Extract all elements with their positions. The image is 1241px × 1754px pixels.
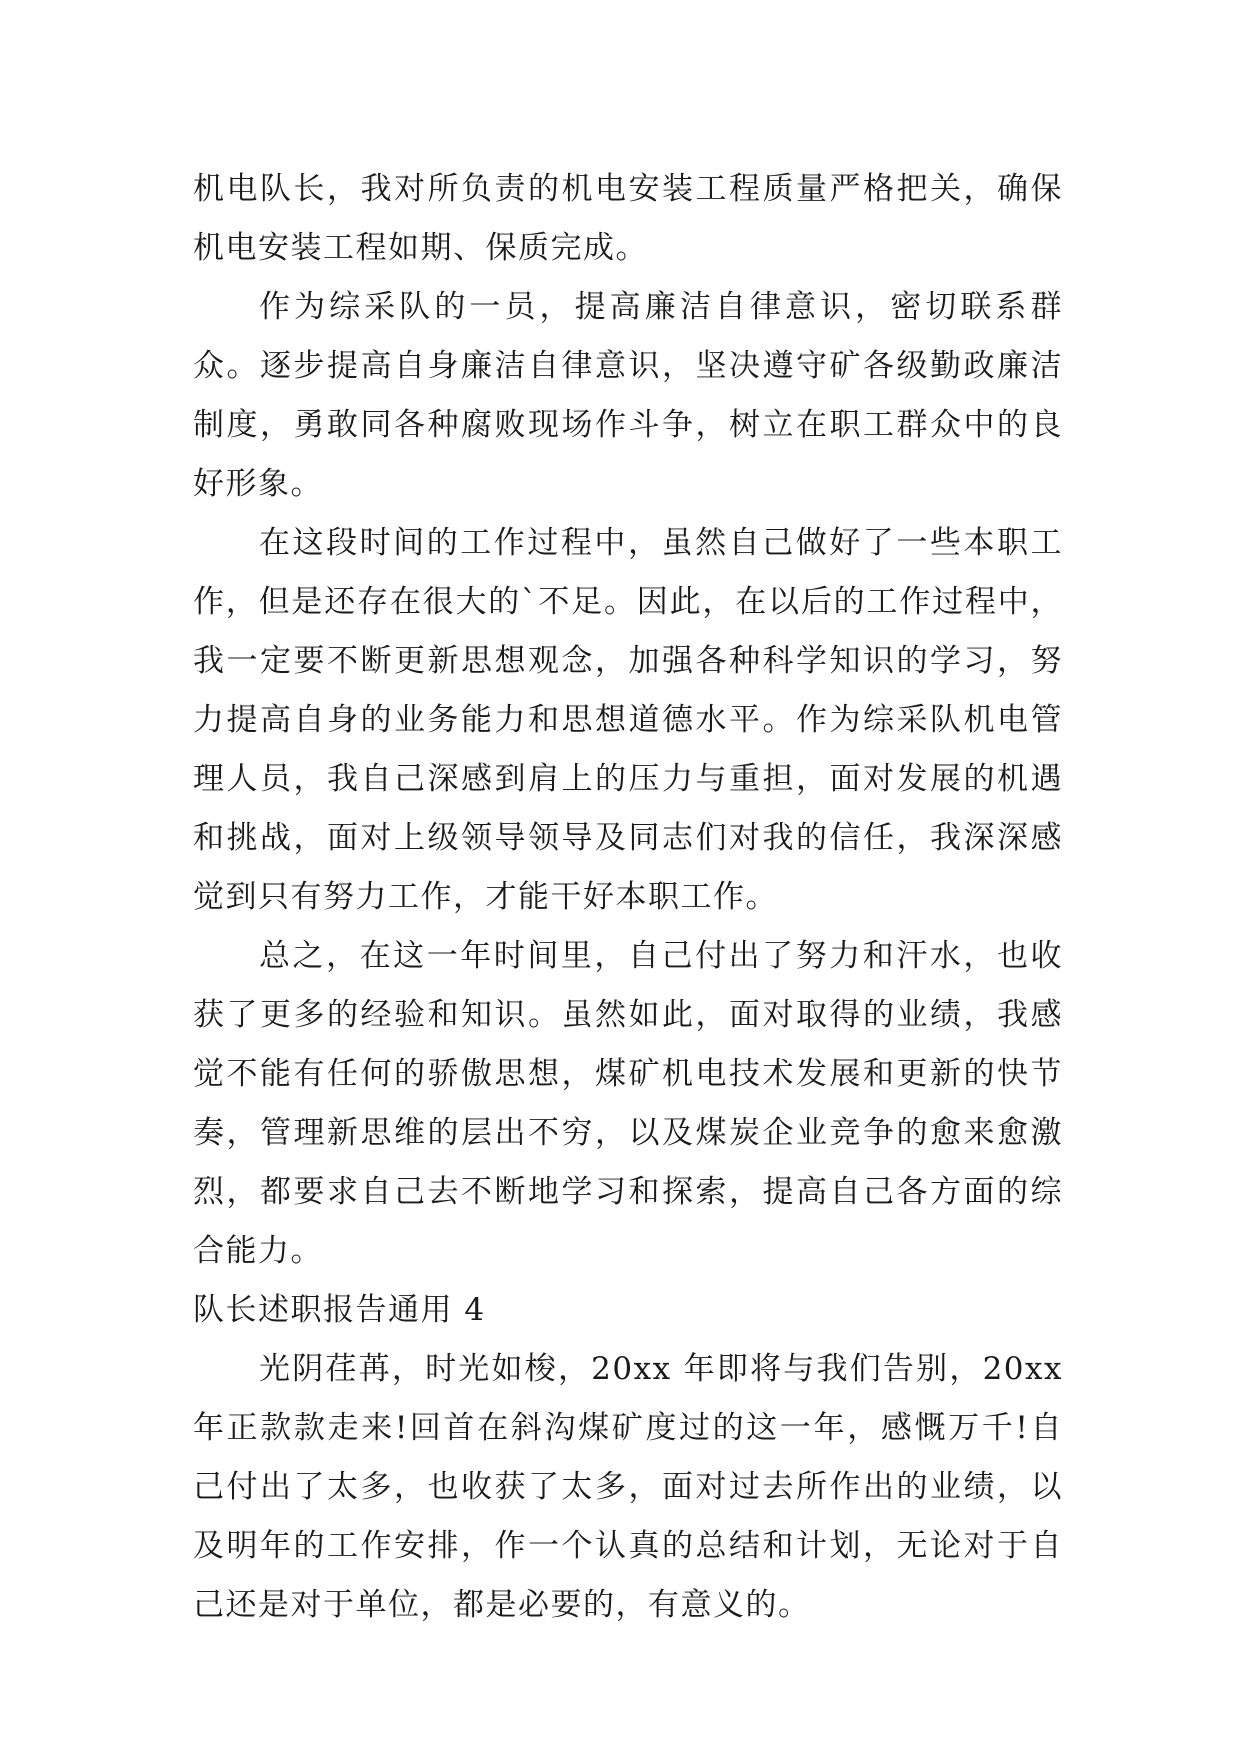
paragraph-integrity: 作为综采队的一员，提高廉洁自律意识，密切联系群众。逐步提高自身廉洁自律意识，坚决遵守矿各级勤政廉洁制度，勇敢同各种腐败现场作斗争，树立在职工群众中的良好形象。 xyxy=(193,289,1063,502)
section-heading: 队长述职报告通用 4 xyxy=(193,1292,486,1328)
paragraph-shortcomings: 在这段时间的工作过程中，虽然自己做好了一些本职工作，但是还存在很大的`不足。因此，在以后的工作过程中，我一定要不断更新思想观念，加强各种科学知识的学习，努力提高自身的业务能力和思想道德水平。作为综采队机电管理人员，我自己深感到肩上的压力与重担，面对发展的机遇和挑战，面对上级领导领导及同志们对我的信任，我深深感觉到只有努力工作，才能干好本职工作。 xyxy=(193,525,1063,915)
paragraph-summary: 总之，在这一年时间里，自己付出了努力和汗水，也收获了更多的经验和知识。虽然如此，面对取得的业绩，我感觉不能有任何的骄傲思想，煤矿机电技术发展和更新的快节奏，管理新思维的层出不穷，以及煤炭企业竞争的愈来愈激烈，都要求自己去不断地学习和探索，提高自己各方面的综合能力。 xyxy=(193,938,1063,1269)
paragraph-machine-team-leader: 机电队长，我对所负责的机电安装工程质量严格把关，确保机电安装工程如期、保质完成。 xyxy=(193,171,1063,266)
paragraph-year-review: 光阴荏苒，时光如梭，20xx 年即将与我们告别，20xx 年正款款走来!回首在斜沟煤矿度过的这一年，感慨万千!自己付出了太多，也收获了太多，面对过去所作出的业绩，以及明年的工作安排，作一个认真的总结和计划，无论对于自己还是对于单位，都是必要的，有意义的。 xyxy=(193,1351,1063,1623)
document-body xyxy=(193,160,1063,1635)
